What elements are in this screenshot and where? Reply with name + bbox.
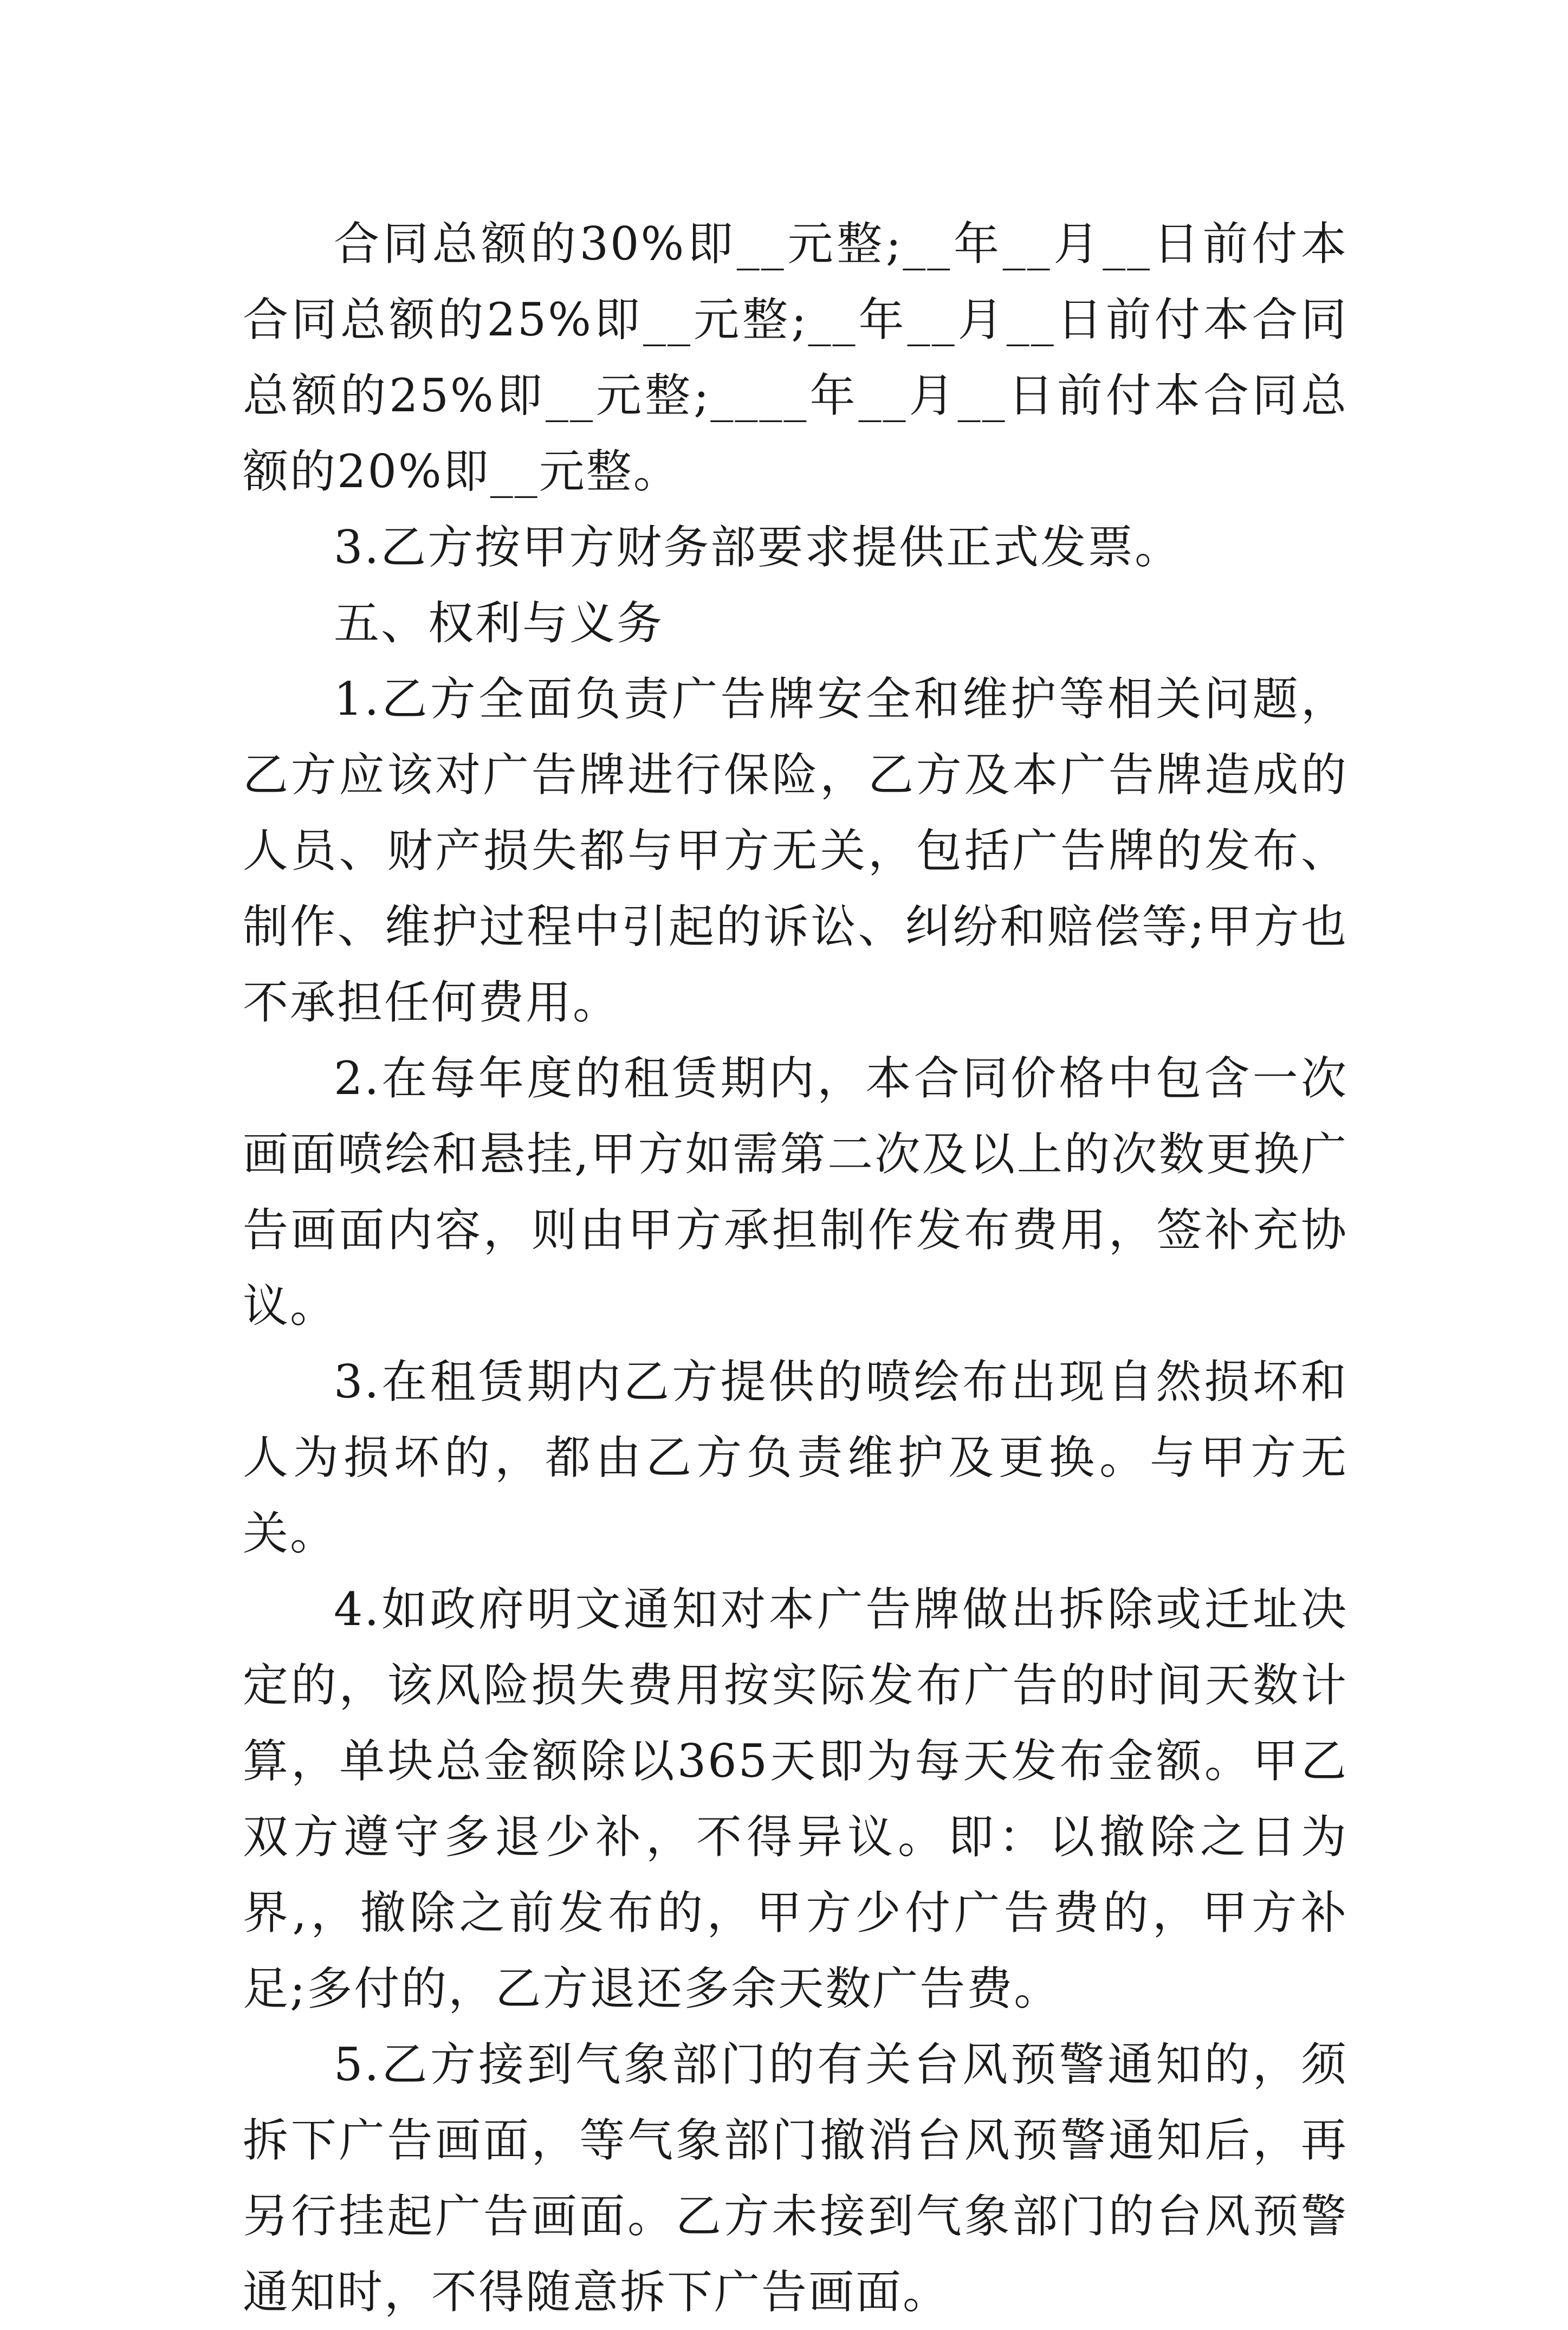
paragraph-clause-1: 1.乙方全面负责广告牌安全和维护等相关问题，乙方应该对广告牌进行保险，乙方及本广告牌造成的人员、财产损失都与甲方无关，包括广告牌的发布、制作、维护过程中引起的诉讼、纠纷和赔偿等;甲方也不承担任何费用。 (243, 672, 1348, 1029)
paragraph-payment-schedule: 合同总额的30%即__元整;__年__月__日前付本合同总额的25%即__元整;__年__月__日前付本合同总额的25%即__元整;____年__月__日前付本合同总额的20%即__元整。 (243, 217, 1348, 498)
paragraph-clause-5: 5.乙方接到气象部门的有关台风预警通知的，须拆下广告画面，等气象部门撤消台风预警通知后，再另行挂起广告画面。乙方未接到气象部门的台风预警通知时，不得随意拆下广告画面。 (243, 2038, 1348, 2319)
document-body (243, 206, 1348, 2330)
paragraph-invoice: 3.乙方按甲方财务部要求提供正式发票。 (334, 521, 1182, 574)
paragraph-clause-4: 4.如政府明文通知对本广告牌做出拆除或迁址决定的，该风险损失费用按实际发布广告的时间天数计算，单块总金额除以365天即为每天发布金额。甲乙双方遵守多退少补，不得异议。即：以撤除之日为界,，撤除之前发布的，甲方少付广告费的，甲方补足;多付的，乙方退还多余天数广告费。 (243, 1583, 1348, 2015)
paragraph-clause-2: 2.在每年度的租赁期内，本合同价格中包含一次画面喷绘和悬挂,甲方如需第二次及以上的次数更换广告画面内容，则由甲方承担制作发布费用，签补充协议。 (243, 1052, 1348, 1332)
paragraph-clause-3: 3.在租赁期内乙方提供的喷绘布出现自然损坏和人为损坏的，都由乙方负责维护及更换。与甲方无关。 (243, 1355, 1348, 1560)
section-heading-rights-obligations: 五、权利与义务 (334, 597, 664, 650)
